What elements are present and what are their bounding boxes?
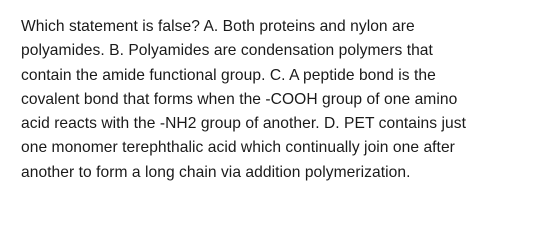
question-line: covalent bond that forms when the -COOH group of one amino [21, 90, 458, 108]
question-line: polyamides. B. Polyamides are condensation polymers that [21, 42, 433, 60]
question-line: another to form a long chain via addition polymerization. [21, 163, 411, 181]
question-line: contain the amide functional group. C. A peptide bond is the [21, 66, 436, 84]
question-line: acid reacts with the -NH2 group of another. D. PET contains just [21, 115, 466, 133]
question-line: one monomer terephthalic acid which continually join one after [21, 139, 455, 157]
question-text [21, 15, 543, 185]
question-line: Which statement is false? A. Both proteins and nylon are [21, 18, 415, 35]
